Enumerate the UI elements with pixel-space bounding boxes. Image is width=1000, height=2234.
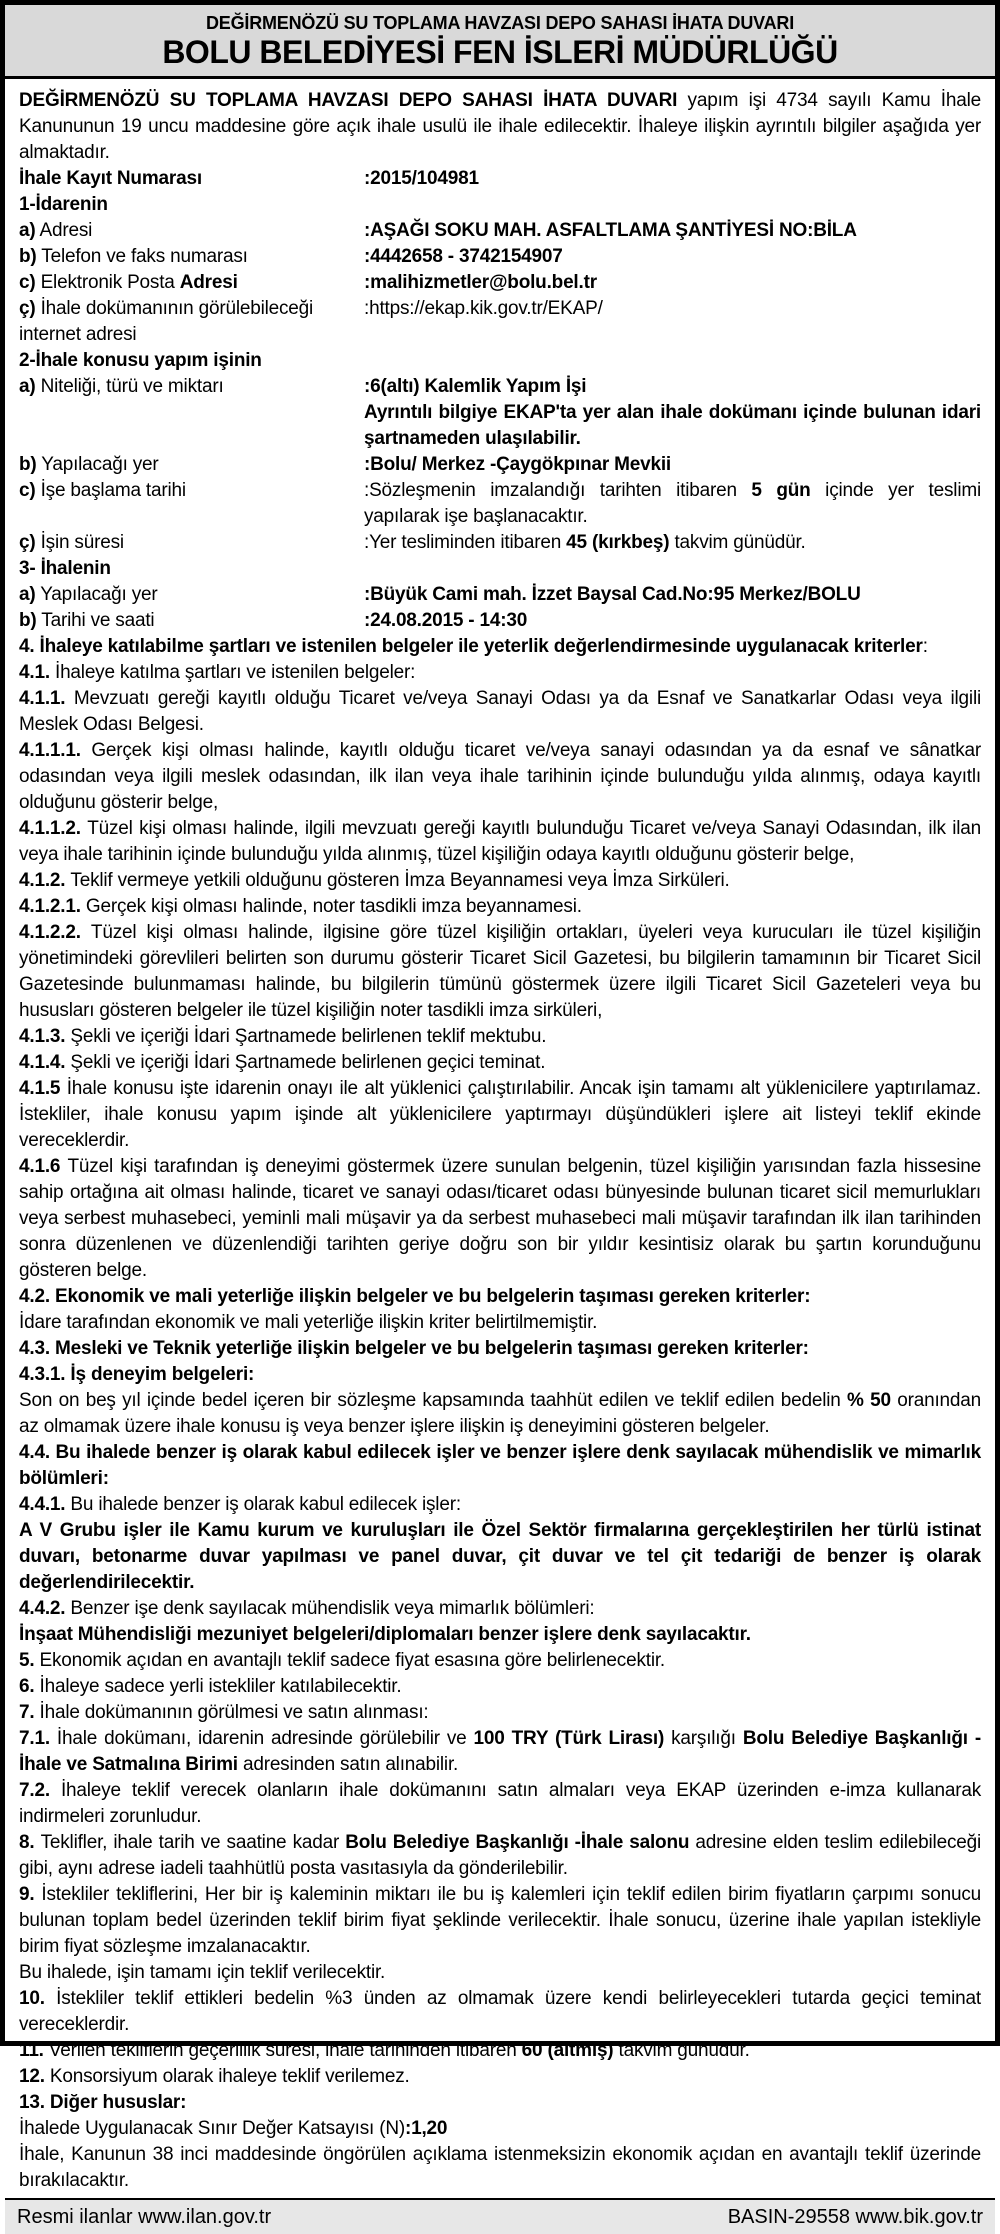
text-run: 5. [19, 1650, 40, 1671]
field-row [19, 582, 981, 608]
text-run: adresinden satın alınabilir. [237, 1754, 459, 1775]
text-run: Teklif vermeye yetkili olduğunu gösteren İmza Beyannamesi veya İmza Sirküleri. [70, 870, 730, 891]
text-run: :Yer tesliminden itibaren [364, 532, 567, 553]
text-run: İhale dokümanının görülmesi ve satın alınması: [39, 1702, 429, 1723]
text-run: Yapılacağı yer [35, 584, 158, 605]
text-run: a) [19, 376, 36, 397]
text-run: 4.1.1. [19, 688, 74, 709]
paragraph [19, 2064, 981, 2090]
text-run: Niteliği, türü ve miktarı [35, 376, 224, 397]
text-run: İhale konusu işte idarenin onayı ile alt yüklenici çalıştırılabilir. Ancak işin tamamı alt yüklenicilere yaptırılamaz. İstekliler, ihale konusu yapım işinde alt yüklenicilere yaptırmayı düşündükleri işlere ait listeyi teklif ekinde vereceklerdir. [19, 1078, 982, 1151]
paragraph [19, 2038, 981, 2064]
text-run: 4.1.2. [19, 870, 71, 891]
text-run: 4.1.1.1. [19, 740, 92, 761]
text-run: karşılığı [664, 1728, 743, 1749]
text-run: oranından az olmamak üzere ihale konusu iş veya benzer işlere ilişkin iş deneyimini gösteren belgeler. [19, 1390, 981, 1437]
paragraph [19, 1778, 981, 1830]
text-run: 5 gün [751, 480, 811, 501]
paragraph [19, 660, 981, 686]
text-run: İşe başlama tarihi [35, 480, 186, 501]
paragraph [19, 1284, 981, 1310]
paragraph [19, 1310, 981, 1336]
paragraph [19, 816, 981, 868]
paragraph [19, 868, 981, 894]
text-run: 4.1.1.2. [19, 818, 88, 839]
text-run: 7. [19, 1702, 40, 1723]
field-value [364, 478, 981, 530]
text-run: 4.4. Bu ihalede benzer iş olarak kabul edilecek işler ve benzer işlere denk sayılacak mühendislik ve mimarlık bölümleri: [19, 1442, 981, 1489]
text-run: Şekli ve içeriği İdari Şartnamede belirlenen geçici teminat. [70, 1052, 546, 1073]
footer-official-ads-text: Resmi ilanlar www.ilan.gov.tr [17, 2206, 272, 2228]
text-run: 4.1.3. [19, 1026, 71, 1047]
section-3-heading [19, 556, 981, 582]
text-run: :Büyük Cami mah. İzzet Baysal Cad.No:95 Merkez/BOLU [364, 584, 861, 605]
text-run: DEĞİRMENÖZÜ SU TOPLAMA HAVZASI DEPO SAHASI İHATA DUVARI [19, 90, 678, 111]
document-body [5, 79, 995, 2198]
field-label [19, 478, 364, 504]
text-run: :https://ekap.kik.gov.tr/EKAP/ [364, 298, 603, 319]
text-run: Elektronik Posta [35, 272, 180, 293]
field-label [19, 608, 364, 634]
text-run: Gerçek kişi olması halinde, noter tasdikli imza beyannamesi. [85, 896, 582, 917]
text-run: Ekonomik açıdan en avantajlı teklif sadece fiyat esasına göre belirlenecektir. [39, 1650, 666, 1671]
text-run: 12. [19, 2066, 50, 2087]
text-run: içinde yer teslimi yapılarak işe başlanacaktır. [364, 480, 981, 527]
paragraph [19, 1518, 981, 1596]
project-title: DEĞİRMENÖZÜ SU TOPLAMA HAVZASI DEPO SAHASI İHATA DUVARI [205, 13, 795, 33]
text-run: 11. [19, 2040, 49, 2061]
text-run: a) [19, 584, 36, 605]
text-run: Bu ihalede, işin tamamı için teklif verilecektir. [19, 1962, 386, 1983]
text-run: 45 (kırkbeş) [566, 532, 670, 553]
text-run: Bu ihalede benzer iş olarak kabul edilecek işler: [70, 1494, 461, 1515]
text-run: b) [19, 246, 37, 267]
paragraph [19, 1596, 981, 1622]
field-value [364, 244, 981, 270]
field-label [19, 270, 364, 296]
section-1-heading [19, 192, 981, 218]
text-run: 2-İhale konusu yapım işinin [19, 350, 262, 371]
text-run: 4.1.4. [19, 1052, 71, 1073]
paragraph [19, 1154, 981, 1284]
text-run: 9. [19, 1884, 42, 1905]
text-run: adresine elden teslim edilebileceği gibi, aynı adrese iadeli taahhütlü posta vasıtasıyla da gönderilebilir. [19, 1832, 982, 1879]
paragraph [19, 1336, 981, 1362]
paragraph [19, 1960, 981, 1986]
field-row [19, 530, 981, 556]
text-run: takvim günüdür. [669, 532, 806, 553]
text-run: Adresi [179, 272, 238, 293]
paragraph [19, 1726, 981, 1778]
paragraph [19, 1700, 981, 1726]
field-row [19, 608, 981, 634]
text-run: İhale dokümanı, idarenin adresinde görülebilir ve [56, 1728, 474, 1749]
text-run: Telefon ve faks numarası [36, 246, 248, 267]
text-run: Şekli ve içeriği İdari Şartnamede belirlenen teklif mektubu. [70, 1026, 547, 1047]
text-run: Ayrıntılı bilgiye EKAP'ta yer alan ihale dokümanı içinde bulunan idari şartnameden ulaşılabilir. [364, 402, 981, 449]
text-run: 7.2. [19, 1780, 61, 1801]
section-2-heading [19, 348, 981, 374]
field-value [364, 582, 981, 608]
field-row [19, 478, 981, 530]
field-row [19, 166, 981, 192]
text-run: 4. İhaleye katılabilme şartları ve istenilen belgeler ile yeterlik değerlendirmesinde uygulanacak kriterler [19, 636, 923, 657]
paragraph [19, 1388, 981, 1440]
paragraph [19, 1648, 981, 1674]
text-run: :6(altı) Kalemlik Yapım İşi [364, 376, 587, 397]
paragraph [19, 1362, 981, 1388]
text-run: Tüzel kişi tarafından iş deneyimi göstermek üzere sunulan belgenin, tüzel kişiliğin yarısından fazla hissesine sahip ortağına ait olması halinde, ticaret ve sanayi odası/ticaret odası bünyesinde bulunan ticaret sicil memurlukları veya serbest muhasebeci, yeminli mali müşavir ya da serbest muhasebeci mali müşavir tarafından ilk ilan tarihinden sonra düzenlenen ve düzenlendiği tarihten geriye doğru son bir yıldır kesintisiz olarak bu şartın korunduğunu gösteren belge. [19, 1156, 981, 1281]
paragraph [19, 1622, 981, 1648]
paragraph [19, 2142, 981, 2194]
field-label [19, 218, 364, 244]
text-run: 60 (altmış) [521, 2040, 614, 2061]
text-run: Tüzel kişi olması halinde, ilgili mevzuatı gereği kayıtlı bulunduğu Ticaret ve/veya Sanayi Odasından, ilk ilan veya ihale tarihinin içinde bulunduğu yılda alınmış, tüzel kişiliğin odaya kayıtlı olduğunu gösterir belge, [19, 818, 981, 865]
text-run: Bolu Belediye Başkanlığı - İhale ve Satmalına Birimi [19, 1728, 981, 1775]
text-run: 4.1. [19, 662, 55, 683]
text-run: :malihizmetler@bolu.bel.tr [364, 272, 597, 293]
text-run: A V Grubu işler ile Kamu kurum ve kuruluşları ile Özel Sektör firmalarına gerçekleştirilen her türlü istinat duvarı, betonarme duvar yapılması ve panel duvar, çit duvar ve tel çit tedariği de benzer iş olarak değerlendirilecektir. [19, 1520, 981, 1593]
field-label [19, 374, 364, 400]
text-run: 1-İdarenin [19, 194, 108, 215]
text-run: İhale dokümanının görülebileceği internet adresi [19, 298, 314, 345]
field-value [364, 530, 981, 556]
text-run: 4.2. Ekonomik ve mali yeterliğe ilişkin belgeler ve bu belgelerin taşıması gereken kriterler: [19, 1286, 811, 1307]
text-run: İhalede Uygulanacak Sınır Değer Katsayısı (N) [19, 2118, 405, 2139]
text-run: İhaleye katılma şartları ve istenilen belgeler: [54, 662, 416, 683]
text-run: İhale Kayıt Numarası [19, 168, 202, 189]
text-run: Tüzel kişi olması halinde, ilgisine göre tüzel kişiliğin ortakları, üyeleri veya kurucuları ile tüzel kişiliğin yönetimindeki görevlileri belirten son durumu gösterir Ticaret Sicil Gazetesi, bu bilgilerin tamamının bir Ticaret Sicil Gazetesinde bulunmaması halinde, bu bilgilerin tümünü göstermek üzere ilgili Ticaret Sicil Gazeteleri veya bu hususları gösteren belgeler ile tüzel kişiliğin noter tasdikli imza sirküleri, [19, 922, 981, 1021]
field-value [364, 296, 981, 322]
text-run: yapım işi 4734 sayılı Kamu İhale Kanununun 19 uncu maddesine göre açık ihale usulü ile ihale edilecektir. İhaleye ilişkin ayrıntılı bilgiler aşağıda yer almaktadır. [19, 90, 981, 163]
field-label [19, 530, 364, 556]
text-run: İhaleye sadece yerli istekliler katılabilecektir. [39, 1676, 402, 1697]
paragraph [19, 2116, 981, 2142]
text-run: :Bolu/ Merkez -Çaygökpınar Mevkii [364, 454, 671, 475]
field-value [364, 608, 981, 634]
text-run: 4.1.2.1. [19, 896, 86, 917]
text-run: 4.1.2.2. [19, 922, 91, 943]
text-run: 10. [19, 1988, 57, 2009]
text-run: Teklifler, ihale tarih ve saatine kadar [40, 1832, 346, 1853]
text-run: Verilen tekliflerin geçerlilik süresi, ihale tarihinden itibaren [48, 2040, 522, 2061]
text-run: ç) [19, 298, 36, 319]
text-run: :1,20 [404, 2118, 448, 2139]
field-value [364, 374, 981, 452]
paragraph [19, 1986, 981, 2038]
text-run: :24.08.2015 - 14:30 [364, 610, 528, 631]
paragraph [19, 1674, 981, 1700]
paragraph [19, 634, 981, 660]
field-row [19, 244, 981, 270]
paragraph [19, 738, 981, 816]
text-run: İstekliler teklif ettikleri bedelin %3 ünden az olmamak üzere kendi belirleyecekleri tutarda geçici teminat vereceklerdir. [19, 1988, 981, 2035]
document-footer [5, 2198, 995, 2234]
authority-title: BOLU BELEDİYESİ FEN İSLERİ MÜDÜRLÜĞÜ [162, 34, 838, 70]
text-run: 6. [19, 1676, 40, 1697]
field-row [19, 374, 981, 452]
field-row [19, 296, 981, 348]
text-run: 4.3. Mesleki ve Teknik yeterliğe ilişkin belgeler ve bu belgelerin taşıması gereken kriterler: [19, 1338, 809, 1359]
text-run: 4.4.1. [19, 1494, 71, 1515]
paragraph [19, 1440, 981, 1492]
field-row [19, 452, 981, 478]
text-run: İnşaat Mühendisliği mezuniyet belgeleri/diplomaları benzer işlere denk sayılacaktır. [19, 1624, 751, 1645]
text-run: İhaleye teklif verecek olanların ihale dokümanını satın almaları veya EKAP üzerinden e-imza kullanarak indirmeleri zorunludur. [19, 1780, 981, 1827]
footer-press-reference: BASIN-29558 www.bik.gov.tr [727, 2206, 983, 2228]
text-run: Mevzuatı gereği kayıtlı olduğu Ticaret ve/veya Sanayi Odası ya da Esnaf ve Sanatkarlar Odası veya ilgili Meslek Odası Belgesi. [19, 688, 981, 735]
text-run: İhale, Kanunun 38 inci maddesinde öngörülen açıklama istenmeksizin ekonomik açıdan en avantajlı teklif üzerinde bırakılacaktır. [19, 2144, 981, 2191]
field-label [19, 166, 364, 192]
text-run: b) [19, 454, 37, 475]
text-run: Son on beş yıl içinde bedel içeren bir sözleşme kapsamında taahhüt edilen ve teklif edilen bedelin [19, 1390, 848, 1411]
text-run: 4.1.5 [19, 1078, 67, 1099]
text-run: :4442658 - 3742154907 [364, 246, 563, 267]
text-run: Adresi [35, 220, 93, 241]
field-label [19, 452, 364, 478]
text-run: % 50 [847, 1390, 891, 1411]
text-run: 8. [19, 1832, 41, 1853]
text-run: 13. Diğer hususlar: [19, 2092, 187, 2113]
text-run: b) [19, 610, 37, 631]
text-run: ç) [19, 532, 36, 553]
field-label [19, 582, 364, 608]
intro-paragraph [19, 88, 981, 166]
text-run: 4.4.2. [19, 1598, 71, 1619]
text-run: c) [19, 272, 36, 293]
paragraph [19, 1076, 981, 1154]
document-header [5, 5, 995, 79]
text-run: takvim günüdür. [613, 2040, 750, 2061]
text-run: :Sözleşmenin imzalandığı tarihten itibaren [364, 480, 752, 501]
field-value [364, 270, 981, 296]
text-run: Konsorsiyum olarak ihaleye teklif verilemez. [49, 2066, 410, 2087]
text-run: 100 TRY (Türk Lirası) [473, 1728, 665, 1749]
text-run: Yapılacağı yer [36, 454, 159, 475]
paragraph [19, 920, 981, 1024]
field-label [19, 244, 364, 270]
field-value [364, 452, 981, 478]
paragraph [19, 1024, 981, 1050]
text-run: İşin süresi [35, 532, 124, 553]
text-run: :AŞAĞI SOKU MAH. ASFALTLAMA ŞANTİYESİ NO:BİLA [364, 220, 857, 241]
text-run: Gerçek kişi olması halinde, kayıtlı olduğu ticaret ve/veya sanayi odasından ya da esnaf ve sânatkar odasından veya ilgili meslek odasından, ilk ilan veya ihale tarihinin içinde bulunduğu yılda alınmış, odaya kayıtlı olduğunu gösterir belge, [19, 740, 981, 813]
field-row [19, 218, 981, 244]
text-run: a) [19, 220, 36, 241]
paragraph [19, 686, 981, 738]
field-row [19, 270, 981, 296]
text-run: 3- İhalenin [19, 558, 111, 579]
text-run: 4.1.6 [19, 1156, 68, 1177]
text-run: Bolu Belediye Başkanlığı -İhale salonu [345, 1832, 690, 1853]
text-run: c) [19, 480, 36, 501]
paragraph [19, 2090, 981, 2116]
text-run: Benzer işe denk sayılacak mühendislik veya mimarlık bölümleri: [70, 1598, 595, 1619]
text-run: 7.1. [19, 1728, 57, 1749]
paragraph [19, 1830, 981, 1882]
paragraph [19, 1050, 981, 1076]
field-value [364, 218, 981, 244]
paragraph [19, 1492, 981, 1518]
paragraph [19, 1882, 981, 1960]
field-value [364, 166, 981, 192]
text-run: Tarihi ve saati [36, 610, 155, 631]
text-run: : [922, 636, 928, 657]
text-run: İdare tarafından ekonomik ve mali yeterliğe ilişkin kriter belirtilmemiştir. [19, 1312, 598, 1333]
paragraph [19, 894, 981, 920]
text-run: İstekliler tekliflerini, Her bir iş kaleminin miktarı ile bu iş kalemleri için teklif edilen birim fiyatların çarpımı sonucu bulunan toplam bedel üzerinden teklif birim fiyat şeklinde verilecektir. İhale sonucu, üzerine ihale yapılan istekliyle birim fiyat sözleşme imzalanacaktır. [19, 1884, 981, 1957]
text-run: :2015/104981 [364, 168, 479, 189]
field-label [19, 296, 364, 348]
text-run: 4.3.1. İş deneyim belgeleri: [19, 1364, 255, 1385]
